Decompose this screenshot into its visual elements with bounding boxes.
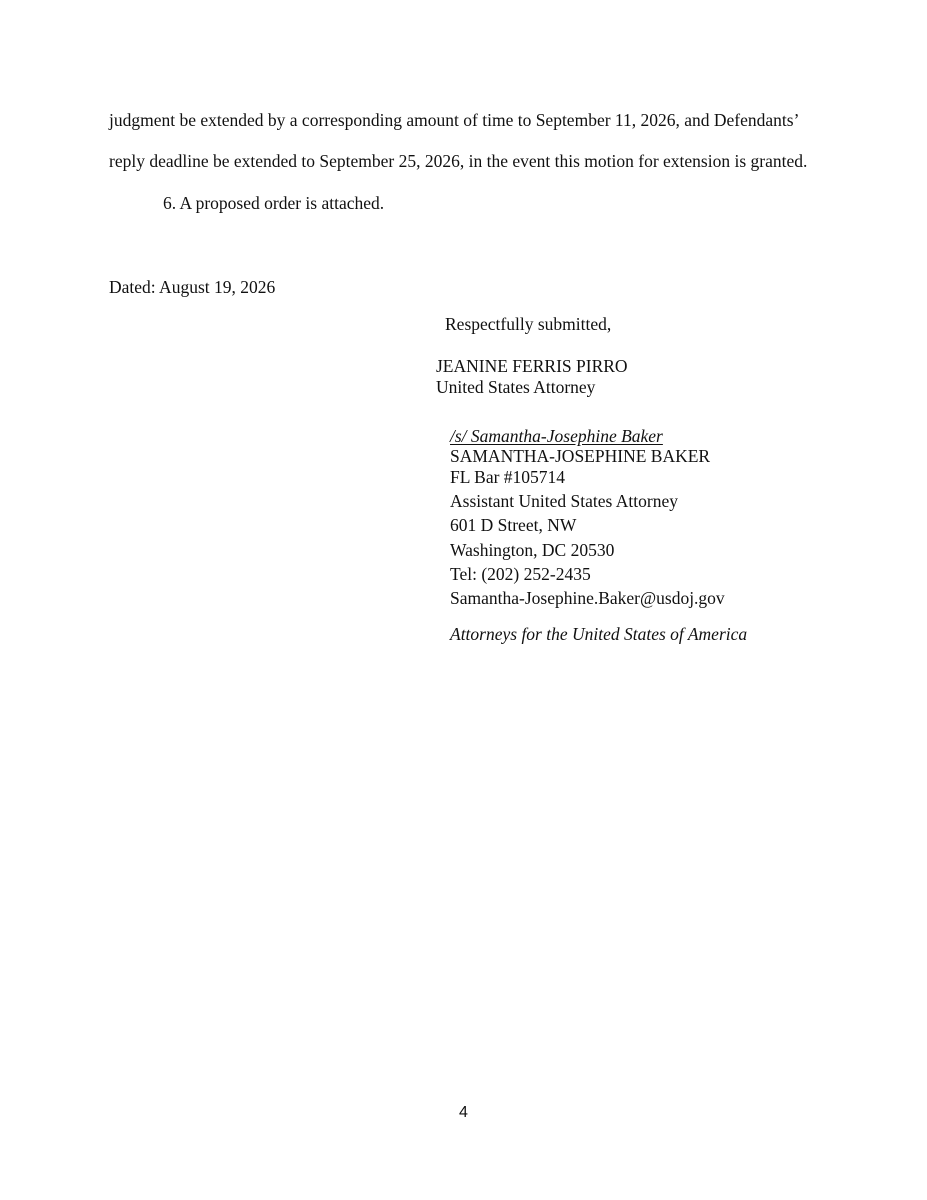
signature-line: [450, 425, 748, 447]
telephone: Tel: (202) 252-2435: [450, 564, 591, 584]
paragraph-line-1: judgment be extended by a corresponding amount of time to September 11, 2026, and Defendants’: [109, 110, 800, 130]
signer-name: SAMANTHA-JOSEPHINE BAKER: [450, 446, 711, 466]
numbered-item-6: 6. A proposed order is attached.: [163, 193, 385, 213]
email-address: Samantha-Josephine.Baker@usdoj.gov: [450, 588, 725, 608]
representation-line: Attorneys for the United States of America: [450, 624, 748, 644]
us-attorney-name: JEANINE FERRIS PIRRO: [436, 356, 628, 376]
address-city: Washington, DC 20530: [450, 540, 615, 560]
closing-text: Respectfully submitted,: [445, 314, 612, 334]
electronic-signature: /s/ Samantha-Josephine Baker: [450, 426, 663, 446]
paragraph-line-2: reply deadline be extended to September 25, 2026, in the event this motion for extension is granted.: [109, 151, 808, 171]
us-attorney-title: United States Attorney: [436, 377, 596, 397]
signer-title: Assistant United States Attorney: [450, 491, 678, 511]
address-street: 601 D Street, NW: [450, 515, 577, 535]
bar-number: FL Bar #105714: [450, 467, 566, 487]
dated-line: Dated: August 19, 2026: [109, 277, 276, 297]
page-number: 4: [459, 1104, 468, 1121]
